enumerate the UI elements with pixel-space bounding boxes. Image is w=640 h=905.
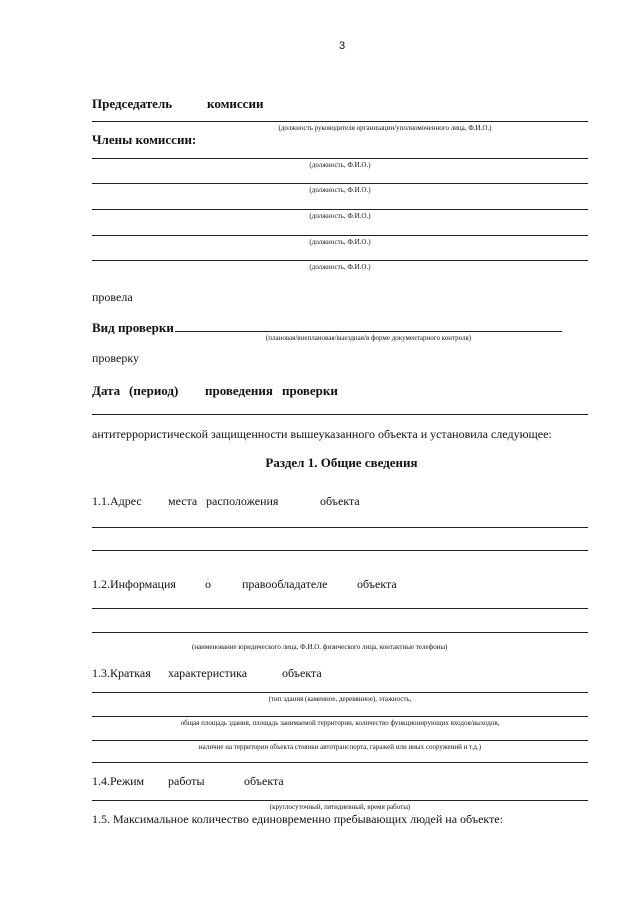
s1-1-word-4: объекта [320, 494, 360, 508]
s1-3-line-2[interactable] [92, 716, 588, 717]
date-label-1: Дата [92, 383, 121, 398]
s1-3-line-4[interactable] [92, 762, 588, 763]
member-caption-3: (должность, Ф.И.О.) [309, 212, 371, 220]
s1-3-word-1: 1.3.Краткая [92, 666, 151, 680]
member-caption-4: (должность, Ф.И.О.) [309, 238, 371, 246]
s1-4-word-1: 1.4.Режим [92, 774, 145, 788]
s1-4-word-2: работы [168, 774, 205, 788]
s1-1-word-1: 1.1.Адрес [92, 494, 142, 508]
date-label-4: проверки [282, 383, 338, 398]
s1-2-word-1: 1.2.Информация [92, 577, 176, 591]
s1-2-word-3: правообладателе [242, 577, 328, 591]
member-line-1[interactable] [92, 158, 588, 159]
chairman-caption: (должность руководителя организации/уполномоченного лица, Ф.И.О.) [278, 124, 492, 132]
s1-3-caption-2: общая площадь здания, площадь занимаемой территории, количество функционирующих входов/выходов, [180, 719, 500, 727]
s1-1-word-2: места [168, 494, 198, 508]
member-caption-1: (должность, Ф.И.О.) [309, 161, 371, 169]
statement-text: антитеррористической защищенности вышеуказанного объекта и установила следующее: [92, 427, 552, 441]
s1-5-text: 1.5. Максимальное количество единовременно пребывающих людей на объекте: [92, 812, 503, 826]
s1-1-word-3: расположения [206, 494, 279, 508]
date-label-3: проведения [205, 383, 273, 398]
s1-1-line-2[interactable] [92, 550, 588, 551]
chairman-label-2: комиссии [207, 96, 264, 111]
member-caption-2: (должность, Ф.И.О.) [309, 186, 371, 194]
conducted-text: провела [92, 290, 133, 304]
member-caption-5: (должность, Ф.И.О.) [309, 263, 371, 271]
page-number: 3 [339, 40, 346, 52]
date-label-2: (период) [129, 383, 179, 398]
inspection-type-label: Вид проверки [92, 320, 174, 335]
s1-4-word-3: объекта [244, 774, 284, 788]
member-line-3[interactable] [92, 209, 588, 210]
inspection-word: проверку [92, 351, 140, 365]
chairman-label: Председатель [92, 96, 173, 111]
inspection-type-caption: (плановая/внеплановая/выездная/в форме документарного контроля) [265, 334, 472, 342]
member-line-2[interactable] [92, 183, 588, 184]
s1-3-word-3: объекта [282, 666, 322, 680]
inspection-type-line[interactable] [175, 331, 562, 332]
s1-1-line-1[interactable] [92, 527, 588, 528]
date-line[interactable] [92, 414, 588, 415]
s1-2-line-1[interactable] [92, 608, 588, 609]
s1-2-word-4: объекта [357, 577, 397, 591]
s1-4-caption: (круглосуточный, пятидневный, время работы) [269, 803, 411, 811]
member-line-5[interactable] [92, 260, 588, 261]
section-title: Раздел 1. Общие сведения [265, 455, 418, 470]
s1-4-line[interactable] [92, 800, 588, 801]
chairman-line[interactable] [92, 121, 588, 122]
s1-3-line-3[interactable] [92, 740, 588, 741]
s1-2-caption: (наименование юридического лица, Ф.И.О. физического лица, контактные телефоны) [192, 643, 448, 651]
s1-3-line-1[interactable] [92, 692, 588, 693]
members-label: Члены комиссии: [92, 132, 197, 147]
s1-2-word-2: о [205, 577, 211, 591]
s1-3-caption-3: наличие на территории объекта стоянки автотранспорта, гаражей или иных сооружений и т.д.) [198, 743, 482, 751]
s1-3-caption-1: (тип здания (каменное, деревянное), этажность, [268, 695, 412, 703]
s1-3-word-2: характеристика [168, 666, 248, 680]
s1-2-line-2[interactable] [92, 632, 588, 633]
member-line-4[interactable] [92, 235, 588, 236]
